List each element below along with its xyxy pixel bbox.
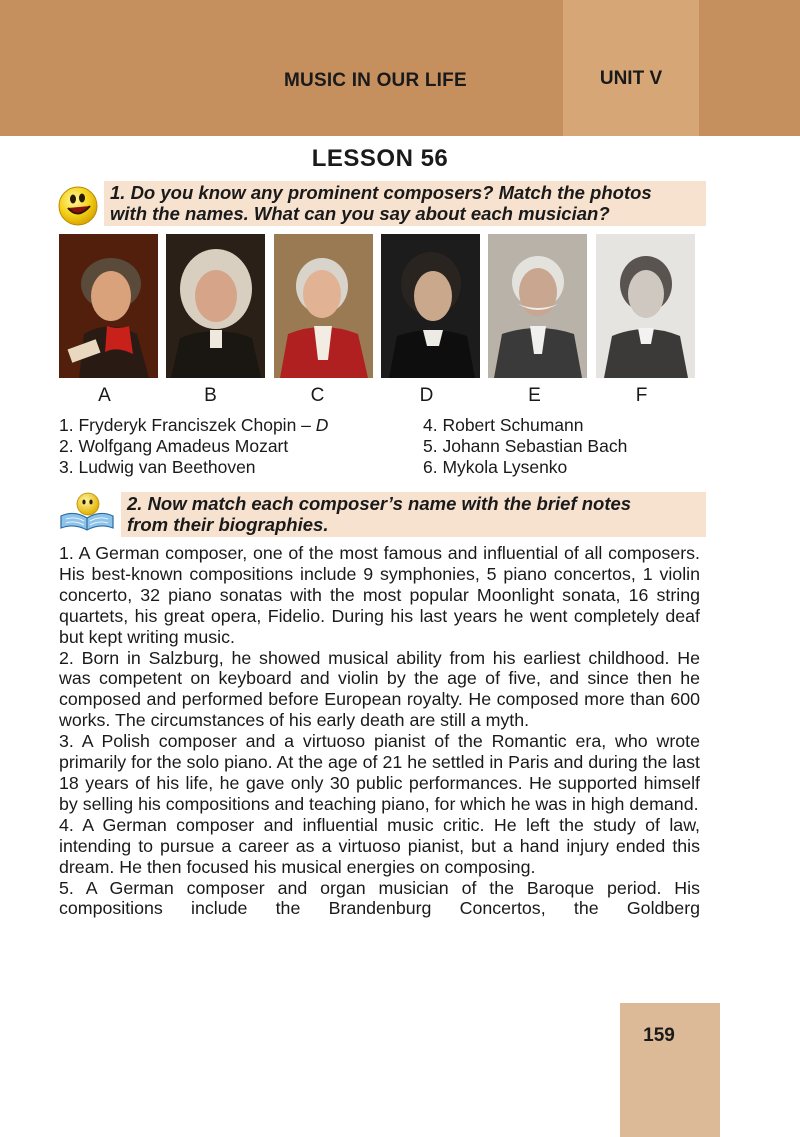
photo-label-a: A (98, 385, 111, 406)
photo-label-b: B (204, 385, 217, 406)
portrait-f-image (596, 234, 695, 378)
task2-line-1: 2. Now match each composer’s name with the brief notes (127, 493, 632, 514)
open-book-icon (58, 490, 116, 532)
page-number: 159 (643, 1025, 675, 1046)
portrait-d (381, 234, 480, 378)
lesson-title: LESSON 56 (311, 145, 449, 172)
composer-names-right (423, 415, 627, 478)
composer-names-left (59, 415, 328, 478)
biography-2: 2. Born in Salzburg, he showed musical ability from his earliest childhood. He was competent on keyboard and violin by the age of five, and since then he composed and performed before European royalty. He composed more than 600 works. The circumstances of his early death are still a myth. (59, 647, 700, 731)
composer-name: 3. Ludwig van Beethoven (59, 457, 256, 477)
biography-3: 3. A Polish composer and a virtuoso pianist of the Romantic era, who wrote primarily for the solo piano. At the age of 21 he settled in Paris and during the last 18 years of his life, he gave only 30 public performances. He supported himself by selling his compositions and teaching piano, for which he was in high demand. (59, 731, 700, 814)
photo-label-d: D (419, 385, 434, 406)
portrait-a (59, 234, 158, 378)
task1-line-1: 1. Do you know any prominent composers? Match the photos (110, 182, 652, 203)
biographies (59, 543, 700, 919)
portrait-e (488, 234, 587, 378)
composer-name: 1. Fryderyk Franciszek Chopin – D (59, 415, 329, 435)
portrait-a-image (59, 234, 158, 378)
composer-name: 4. Robert Schumann (423, 415, 584, 435)
portrait-c-image (274, 234, 373, 378)
task2-line-2: from their biographies. (127, 514, 329, 535)
portrait-c (274, 234, 373, 378)
biography-1: 1. A German composer, one of the most famous and influential of all composers. His best-known compositions include 9 symphonies, 5 piano concertos, 1 violin concerto, 32 piano sonatas with the most popular Moonlight sonata, 16 string quartets, his great opera, Fidelio. During his last years he went completely deaf but kept writing music. (59, 543, 700, 647)
composer-name: 6. Mykola Lysenko (423, 457, 568, 477)
unit-label: UNIT V (599, 68, 663, 89)
photo-label-f: F (635, 385, 648, 406)
chapter-title: MUSIC IN OUR LIFE (284, 70, 467, 91)
task1-line-2: with the names. What can you say about each musician? (110, 203, 610, 224)
composer-name: 5. Johann Sebastian Bach (423, 436, 628, 456)
photo-label-c: C (310, 385, 325, 406)
biography-4: 4. A German composer and influential music critic. He left the study of law, intending to pursue a career as a virtuoso pianist, but a hand injury ended this dream. He then focused his musical energies on composing. (59, 814, 700, 877)
example-answer: D (315, 415, 329, 435)
composer-name: 2. Wolfgang Amadeus Mozart (59, 436, 289, 456)
unit-tab (563, 0, 699, 136)
portrait-e-image (488, 234, 587, 378)
portrait-f (596, 234, 695, 378)
page-number-box (620, 1003, 720, 1137)
portrait-b-image (166, 234, 265, 378)
photo-label-e: E (528, 385, 541, 406)
portrait-b (166, 234, 265, 378)
portrait-d-image (381, 234, 480, 378)
biography-5: 5. A German composer and organ musician of the Baroque period. His compositions include the Brandenburg Concertos, the Goldberg (59, 877, 700, 919)
header-band (0, 0, 800, 136)
smiley-icon (56, 184, 100, 228)
task1-instruction (104, 181, 706, 226)
task2-instruction (121, 492, 706, 537)
